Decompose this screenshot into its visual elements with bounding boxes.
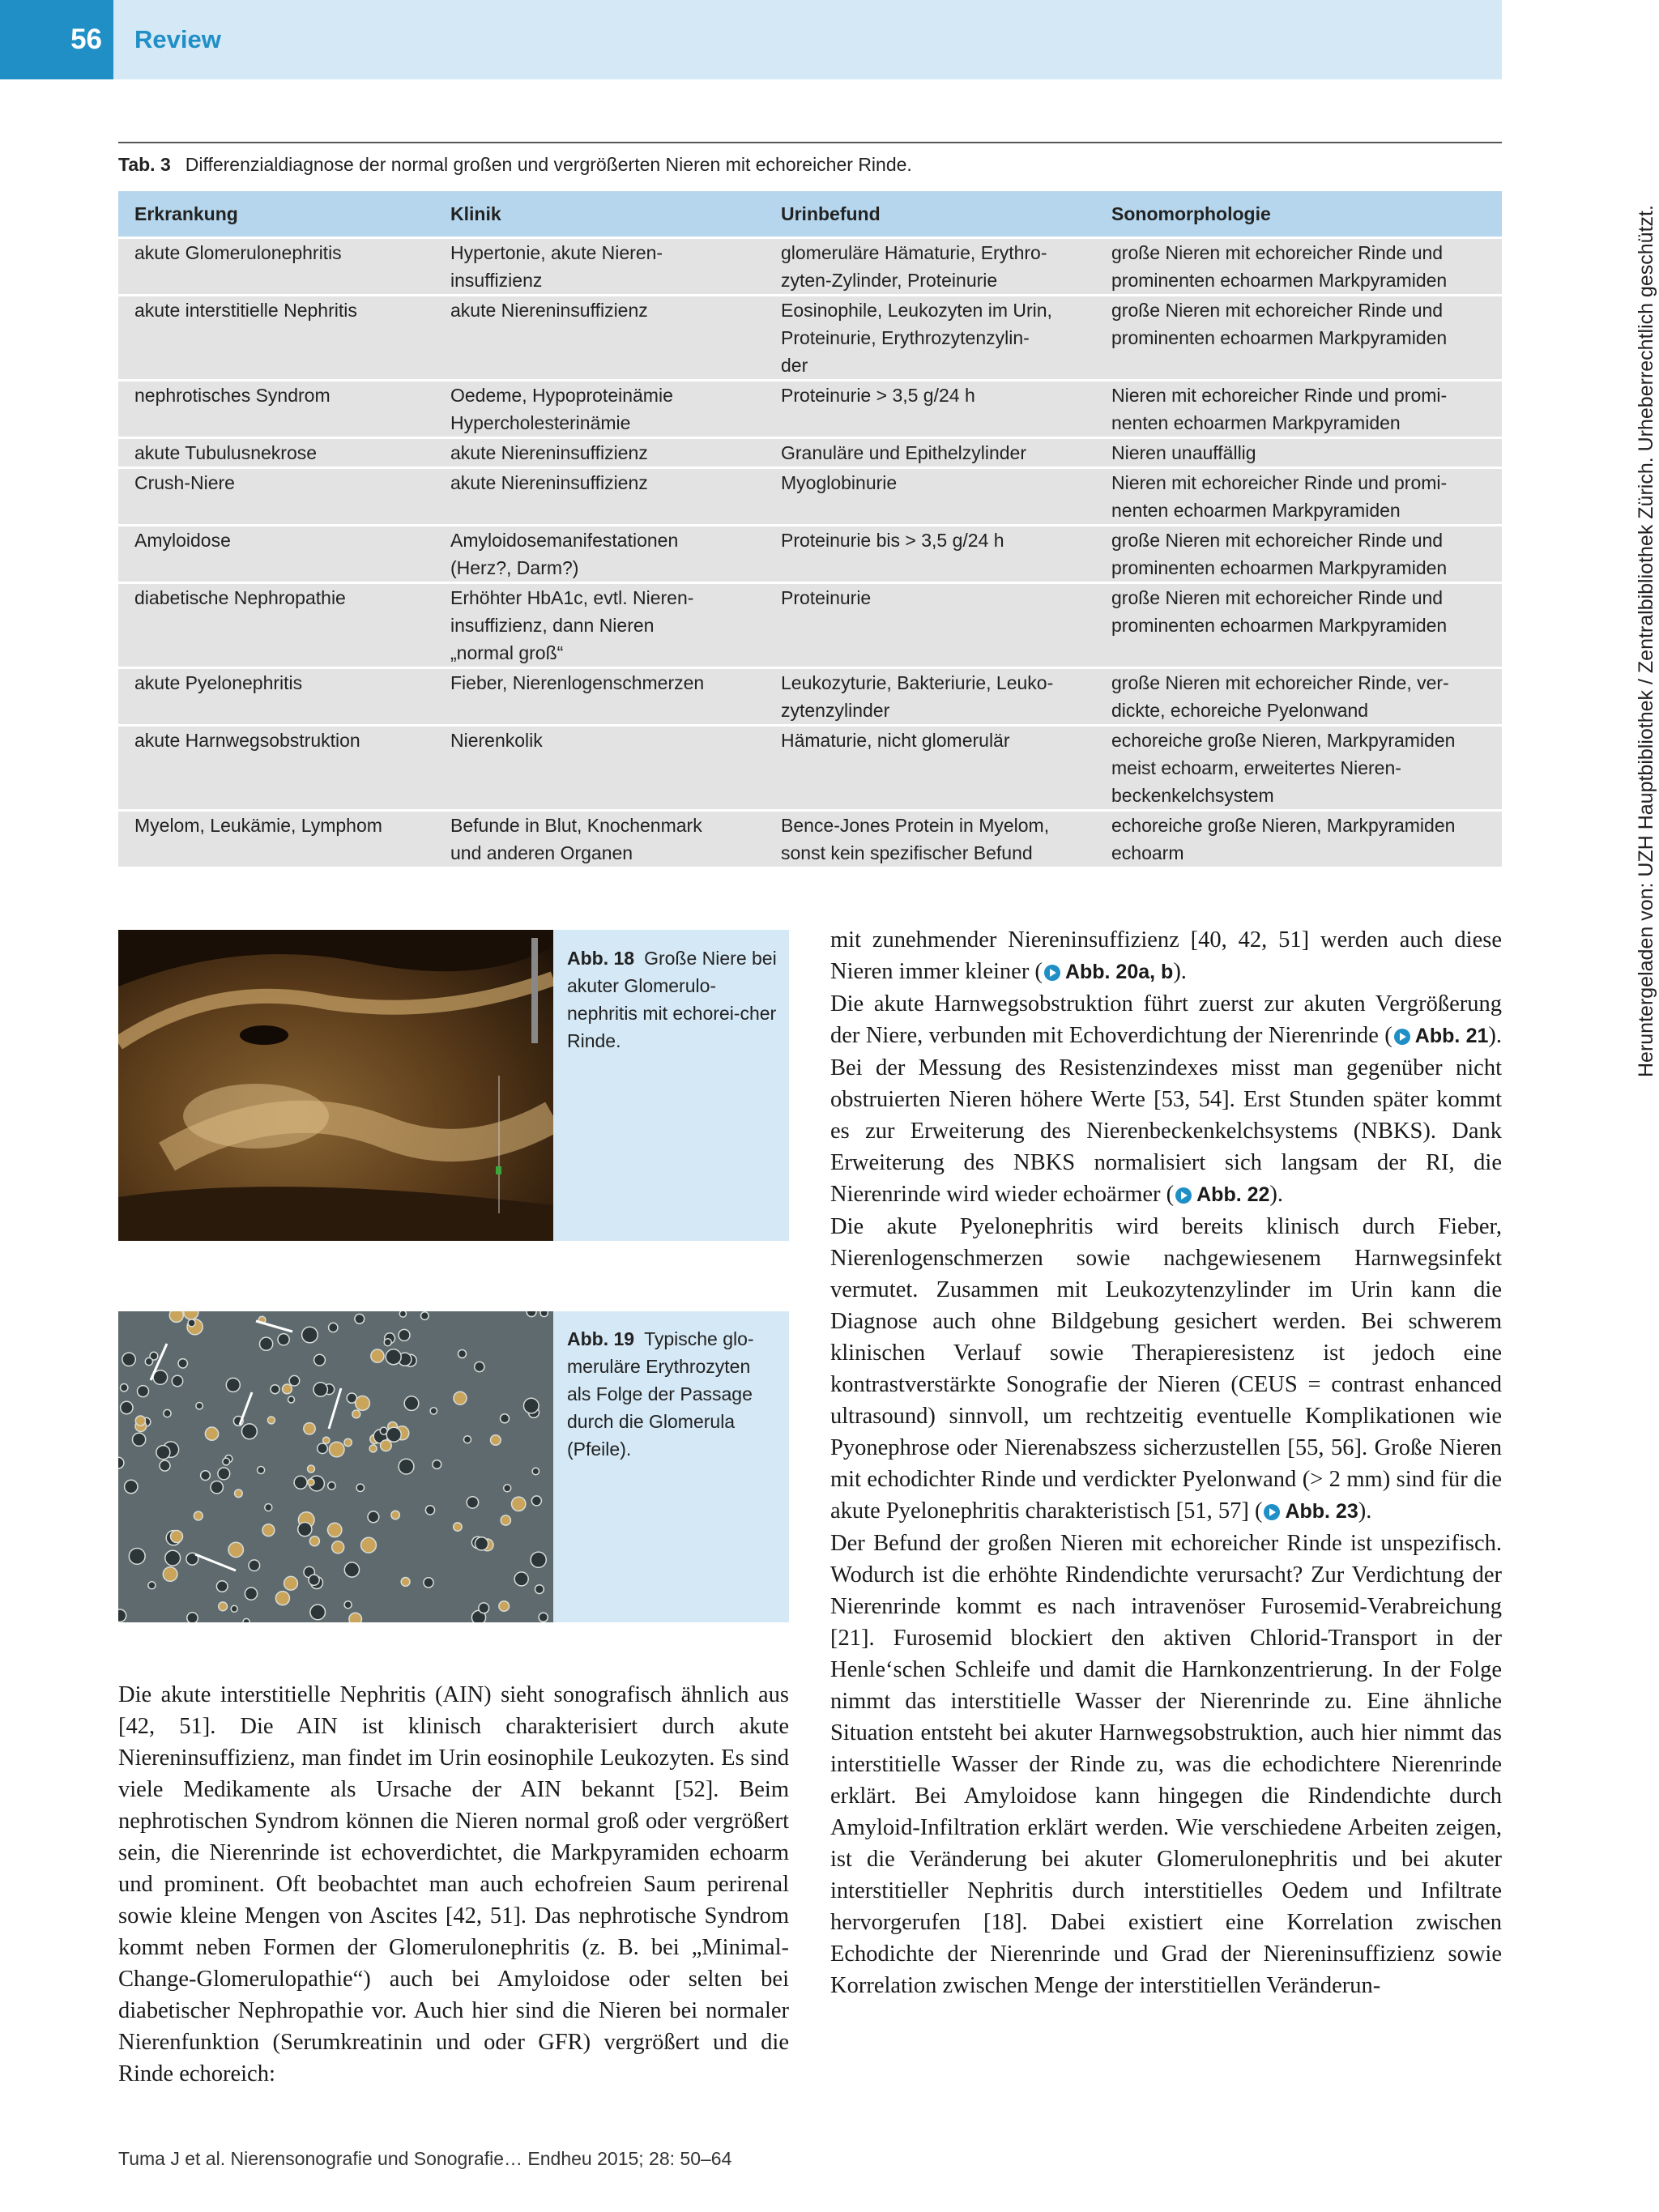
blood-cell (133, 1433, 146, 1446)
table-cell: akute Niereninsuffizienz (434, 296, 765, 381)
table-row (118, 438, 1502, 468)
blood-cell (164, 1409, 171, 1417)
table-cell: Fieber, Nierenlogenschmerzen (434, 668, 765, 726)
blood-cell (294, 1476, 307, 1489)
blood-cell (171, 1531, 183, 1543)
blood-cell (323, 1437, 330, 1443)
blood-cell (258, 1467, 265, 1474)
text-run: Der Befund der großen Nieren mit echoreicher Rinde ist unspezifisch. Wodurch ist die erhöhte Rindendichte verursacht? Zur Verdichtung der Nierenrinde kommt es nach intravenöser Furosemid-Verabreichung [21]. Furosemid blockiert den aktiven Chlorid-Transport in der Henle‘schen Schleife und damit die Harnkonzentrierung. In der Folge nimmt das interstitielle Wasser der Nierenrinde zu. Eine ähnliche Situation entsteht bei akuter Harnwegsobstruktion, auch hier nimmt das interstitielle Wasser der Rinde zu, was die echodichtere Nierenrinde erklärt. Bei Amyloidose kann hingegen die Rindendichte durch Amyloid-Infiltration erklärt werden. Wie verschiedene Arbeiten zeigen, ist die Veränderung bei akuter Glomerulonephritis und bei akuter interstitieller Nephritis durch interstitielles Oedem und Infiltrate hervorgerufen [18]. Dabei existiert eine Korrelation zwischen Echodichte der Nierenrinde und Grad der Niereninsuffizienz sowie Korrelation zwischen Menge der interstitiellen Veränderun- (830, 1531, 1502, 1998)
column-header: Sonomorphologie (1095, 191, 1502, 238)
text-run: ). (1269, 1182, 1284, 1207)
table-row (118, 238, 1502, 296)
table-cell: akute Niereninsuffizienz (434, 438, 765, 468)
blood-cell (391, 1511, 399, 1519)
blood-cell (361, 1537, 377, 1553)
blood-cell (329, 1442, 344, 1457)
blood-cell (271, 1385, 279, 1394)
blood-cell (344, 1562, 359, 1577)
text-run: Die akute Pyelonephritis wird bereits klinisch durch Fieber, Nierenlogenschmerzen sowie nachgewiesenem Harnwegsinfekt vermutet. Zusammen mit Leukozytenzylinder im Urin kann die Diagnose auch ohne Bildgebung gesichert werden. Bei schwerem klinischen Verlauf sowie Therapieresistenz ist jedoch eine kontrastverstärkte Sonografie der Nieren (CEUS = contrast enhanced ultrasound) sinnvoll, um rechtzeitig eventuelle Komplikationen wie Pyonephrose oder Nierenabszess sicherzustellen [55, 56]. Große Nieren mit echodichter Rinde und verdickter Pyelonwand (> 2 mm) sind für die akute Pyelonephritis charakteristisch [51, 57] ( (830, 1214, 1502, 1524)
table-cell: große Nieren mit echoreicher Rinde und prominenten echoarmen Markpyramiden (1095, 583, 1502, 668)
blood-cell (231, 1605, 237, 1612)
blood-cell (298, 1523, 312, 1536)
table-cell: große Nieren mit echoreicher Rinde und prominenten echoarmen Markpyramiden (1095, 296, 1502, 381)
blood-cell (332, 1541, 344, 1554)
table-cell: glomeruläre Hämaturie, Erythro- zyten-Zylinder, Proteinurie (765, 238, 1095, 296)
blood-cell (284, 1576, 298, 1590)
blood-cell (169, 1311, 183, 1322)
blood-cell (514, 1572, 528, 1586)
blood-cell (187, 1613, 198, 1622)
table-cell: Bence-Jones Protein in Myelom, sonst kein spezifischer Befund (765, 811, 1095, 868)
text-run: ). (1358, 1498, 1372, 1524)
blood-cell (381, 1440, 392, 1451)
figure-19-caption-text: Typische glo-meruläre Erythrozyten als Folge der Passage durch die Glomerula (Pfeile). (567, 1328, 754, 1460)
blood-cell (369, 1445, 377, 1452)
left-paragraph: Die akute interstitielle Nephritis (AIN) sieht sonografisch ähnlich aus [42, 51]. Die AIN ist klinisch charakterisiert durch akute Niereninsuffizienz, man findet im Urin eosinophile Leukozyten. Es sind viele Medikamente als Ursache der AIN bekannt [52]. Beim nephrotischen Syndrom können die Nieren normal groß oder vergrößert sein, die Nierenrinde ist echoverdichtet, die Markpyramiden echoarm und prominent. Oft beobachtet man auch echofreien Saum perirenal sowie kleine Mengen von Ascites [42, 51]. Das nephrotische Syndrom kommt neben Formen der Glomerulonephritis (z. B. bei „Minimal-Change-Glomerulopathie“) auch bei Amyloidose oder selten bei diabetischer Nephropathie vor. Auch hier sind die Nieren bei normaler Nierenfunktion (Serumkreatinin und oder GFR) vergrößert und die Rinde echoreich: (118, 1682, 789, 2086)
erythrocytes-microscopy-image (118, 1311, 553, 1622)
arrow-icon (1044, 965, 1060, 981)
blood-cell (399, 1329, 410, 1340)
blood-cell (228, 1542, 243, 1557)
blood-cell (262, 1524, 275, 1536)
arrow-icon (1264, 1504, 1280, 1520)
blood-cell (454, 1392, 467, 1404)
left-column-text (118, 1679, 789, 2090)
blood-cell (275, 1592, 289, 1605)
figure-19-caption (567, 1325, 778, 1463)
table-cell: Oedeme, Hypoproteinämie Hypercholesterinämie (434, 381, 765, 438)
blood-cell (260, 1337, 273, 1350)
table-caption (118, 154, 912, 176)
table-row (118, 583, 1502, 668)
blood-cell (218, 1468, 230, 1480)
column-header: Erkrankung (118, 191, 434, 238)
column-header: Urinbefund (765, 191, 1095, 238)
figure-18-caption (567, 944, 778, 1055)
blood-cell (458, 1350, 467, 1358)
blood-cell (243, 1618, 249, 1622)
table-cell: Erhöhter HbA1c, evtl. Nieren- insuffizienz, dann Nieren „normal groß“ (434, 583, 765, 668)
table-cell: akute Niereninsuffizienz (434, 468, 765, 526)
blood-cell (118, 1609, 126, 1622)
table-cell: Proteinurie (765, 583, 1095, 668)
table-cell: Granuläre und Epithelzylinder (765, 438, 1095, 468)
table-row (118, 668, 1502, 726)
blood-cell (118, 1457, 124, 1468)
table-cell: Nieren mit echoreicher Rinde und promi- nenten echoarmen Markpyramiden (1095, 468, 1502, 526)
blood-cell (314, 1354, 326, 1366)
figure-18-label: Abb. 18 (567, 948, 635, 969)
blood-cell (122, 1353, 135, 1366)
blood-cell (368, 1511, 379, 1523)
blood-cell (421, 1312, 429, 1320)
blood-cell (328, 1482, 335, 1490)
blood-cell (310, 1605, 326, 1620)
figure-ref-22[interactable]: Abb. 22 (1196, 1183, 1270, 1206)
blood-cell (355, 1314, 365, 1323)
blood-cell (384, 1339, 391, 1346)
page-number: 56 (0, 0, 113, 79)
blood-cell (245, 1588, 257, 1600)
blood-cell (401, 1578, 410, 1587)
table-cell: Nieren unauffällig (1095, 438, 1502, 468)
table-cell: akute Tubulusnekrose (118, 438, 434, 468)
blood-cell (121, 1384, 128, 1392)
figure-ref-20[interactable]: Abb. 20a, b (1064, 961, 1174, 983)
table-row (118, 726, 1502, 811)
blood-cell (454, 1523, 462, 1531)
blood-cell (464, 1436, 471, 1443)
blood-cell (532, 1468, 539, 1474)
blood-cell (289, 1375, 300, 1386)
blood-cell (265, 1504, 272, 1511)
blood-cell (399, 1459, 414, 1474)
blood-cell (356, 1396, 370, 1411)
blood-cell (283, 1384, 292, 1394)
blood-cell (344, 1438, 352, 1446)
blood-cell (219, 1602, 228, 1611)
blood-cell (188, 1319, 195, 1327)
blood-cell (278, 1334, 289, 1345)
table-cell: Myoglobinurie (765, 468, 1095, 526)
right-column-text (830, 924, 1502, 2001)
blood-cell (352, 1410, 360, 1418)
table-cell: echoreiche große Nieren, Markpyramiden echoarm (1095, 811, 1502, 868)
blood-cell (125, 1480, 138, 1493)
table-cell: diabetische Nephropathie (118, 583, 434, 668)
blood-cell (479, 1603, 489, 1613)
blood-cell (531, 1496, 541, 1506)
blood-cell (430, 1408, 437, 1414)
blood-cell (491, 1435, 501, 1446)
table-row (118, 296, 1502, 381)
table-cell: Nieren mit echoreicher Rinde und promi- nenten echoarmen Markpyramiden (1095, 381, 1502, 438)
blood-cell (329, 1323, 338, 1332)
table-row (118, 468, 1502, 526)
blood-cell (121, 1401, 133, 1413)
blood-cell (309, 1536, 319, 1546)
blood-cell (165, 1550, 181, 1566)
table-cell: Amyloidose (118, 526, 434, 583)
blood-cell (172, 1375, 182, 1386)
blood-cell (304, 1423, 315, 1434)
blood-cell (138, 1386, 149, 1397)
table-cell: große Nieren mit echoreicher Rinde, ver- dickte, echoreiche Pyelonwand (1095, 668, 1502, 726)
column-header: Klinik (434, 191, 765, 238)
blood-cell (309, 1575, 319, 1585)
citation-footer: Tuma J et al. Nierensonografie und Sonografie… Endheu 2015; 28: 50–64 (118, 2148, 732, 2169)
table-cell: Proteinurie bis > 3,5 g/24 h (765, 526, 1095, 583)
blood-cell (156, 1446, 170, 1460)
blood-cell (349, 1613, 362, 1622)
kidney-ultrasound-image (118, 930, 553, 1241)
table-cell: Amyloidosemanifestationen (Herz?, Darm?) (434, 526, 765, 583)
blood-cell (178, 1359, 187, 1368)
blood-cell (160, 1460, 170, 1471)
blood-cell (148, 1582, 156, 1589)
blood-cell (216, 1581, 228, 1592)
figure-ref-21[interactable]: Abb. 21 (1414, 1025, 1489, 1047)
blood-cell (226, 1378, 240, 1392)
table-cell: akute Pyelonephritis (118, 668, 434, 726)
table-cell: akute Harnwegsobstruktion (118, 726, 434, 811)
table-cell: Myelom, Leukämie, Lymphom (118, 811, 434, 868)
blood-cell (399, 1311, 406, 1317)
table-cell: Proteinurie > 3,5 g/24 h (765, 381, 1095, 438)
text-run: ). Bei der Messung des Resistenzindexes misst man gegenüber nicht obstruierten Nieren höhere Werte [53, 54]. Erst Stunden später kommt es zur Erweiterung des Nierenbeckenkelchsystems (NBKS). Dank Erweiterung des NBKS normalisiert sich langsam der RI, die Nierenrinde wird wieder echoärmer ( (830, 1023, 1503, 1207)
table-cell: nephrotisches Syndrom (118, 381, 434, 438)
text-run: Die akute Harnwegsobstruktion führt zuerst zur akuten Vergrößerung der Niere, verbunden mit Echoverdichtung der Nierenrinde ( (830, 991, 1502, 1048)
blood-cell (328, 1523, 342, 1536)
table-cell: große Nieren mit echoreicher Rinde und prominenten echoarmen Markpyramiden (1095, 526, 1502, 583)
blood-cell (531, 1552, 546, 1567)
blood-cell (223, 1458, 230, 1465)
blood-cell (424, 1578, 433, 1588)
table-cell: Crush-Niere (118, 468, 434, 526)
text-run: ). (1173, 959, 1187, 984)
blood-cell (527, 1311, 536, 1317)
blood-cell (433, 1460, 441, 1469)
table-cell: Befunde in Blut, Knochenmark und anderen Organen (434, 811, 765, 868)
blood-cell (499, 1601, 510, 1612)
right-paragraph-2 (830, 988, 1502, 1211)
figure-19-label: Abb. 19 (567, 1328, 635, 1349)
blood-cell (308, 1479, 314, 1485)
download-notice: Heruntergeladen von: UZH Hauptbibliothek / Zentralbibliothek Zürich. Urheberrechtlich geschützt. (1635, 205, 1657, 1077)
blood-cell (356, 1484, 364, 1491)
right-paragraph-4 (830, 1528, 1502, 2001)
differential-diagnosis-table (118, 191, 1502, 869)
blood-cell (235, 1490, 243, 1498)
table-row (118, 381, 1502, 438)
blood-cell (475, 1537, 488, 1550)
table-cell: Hämaturie, nicht glomerulär (765, 726, 1095, 811)
blood-cell (386, 1427, 401, 1442)
page-header (0, 0, 1502, 79)
blood-cell (467, 1497, 478, 1508)
blood-cell (288, 1396, 295, 1403)
blood-cell (524, 1398, 539, 1413)
table-cell: Hypertonie, akute Nieren- insuffizienz (434, 238, 765, 296)
right-paragraph-1 (830, 924, 1502, 988)
blood-cell (205, 1427, 218, 1440)
blood-cell (539, 1613, 548, 1622)
blood-cell (201, 1471, 211, 1481)
table-cell: echoreiche große Nieren, Markpyramiden meist echoarm, erweitertes Nieren- beckenkelchsystem (1095, 726, 1502, 811)
table-cell: akute interstitielle Nephritis (118, 296, 434, 381)
blood-cell (163, 1567, 177, 1582)
table-body (118, 238, 1502, 868)
blood-cell (196, 1403, 203, 1409)
blood-cell (425, 1506, 434, 1515)
figure-ref-23[interactable]: Abb. 23 (1285, 1500, 1358, 1523)
table-cell: Eosinophile, Leukozyten im Urin, Proteinurie, Erythrozytenzylin- der (765, 296, 1095, 381)
blood-cell (501, 1515, 510, 1525)
blood-cell (249, 1560, 260, 1571)
table-caption-text: Differenzialdiagnose der normal großen und vergrößerten Nieren mit echoreicher Rinde. (185, 154, 912, 175)
table-top-rule (118, 142, 1502, 143)
blood-cell (135, 1416, 145, 1426)
table-label: Tab. 3 (118, 154, 171, 175)
blood-cell (504, 1485, 511, 1492)
blood-cell (318, 1443, 328, 1454)
blood-cell (475, 1362, 484, 1371)
blood-cell (302, 1327, 318, 1343)
blood-cell (535, 1585, 544, 1594)
blood-cell (313, 1383, 327, 1396)
table-header-row (118, 191, 1502, 238)
blood-cell (242, 1424, 258, 1439)
section-title: Review (134, 25, 221, 53)
blood-cell (194, 1511, 203, 1520)
blood-cell (129, 1549, 145, 1565)
table-cell: Leukozyturie, Bakteriurie, Leuko- zytenzylinder (765, 668, 1095, 726)
blood-cell (501, 1414, 510, 1423)
table-cell: Nierenkolik (434, 726, 765, 811)
arrow-icon (1175, 1187, 1192, 1204)
blood-cell (308, 1465, 315, 1473)
blood-cell (267, 1417, 275, 1424)
right-paragraph-3 (830, 1211, 1502, 1528)
table-cell: akute Glomerulonephritis (118, 238, 434, 296)
text-run: mit zunehmender Niereninsuffizienz [40, 42, 51] werden auch diese Nieren immer kleiner ( (830, 927, 1502, 984)
figure-18-caption-text: Große Niere bei akuter Glomerulo-nephritis mit echorei-cher Rinde. (567, 948, 777, 1051)
blood-cell (404, 1396, 419, 1411)
table-row (118, 811, 1502, 868)
blood-cell (386, 1349, 401, 1365)
table-row (118, 526, 1502, 583)
blood-cell (371, 1349, 384, 1362)
blood-cell (344, 1601, 352, 1609)
blood-cell (145, 1357, 152, 1365)
table-cell: große Nieren mit echoreicher Rinde und prominenten echoarmen Markpyramiden (1095, 238, 1502, 296)
blood-cell (512, 1497, 526, 1511)
blood-cell (211, 1481, 223, 1494)
arrow-icon (1394, 1029, 1410, 1045)
blood-cell (540, 1311, 548, 1317)
